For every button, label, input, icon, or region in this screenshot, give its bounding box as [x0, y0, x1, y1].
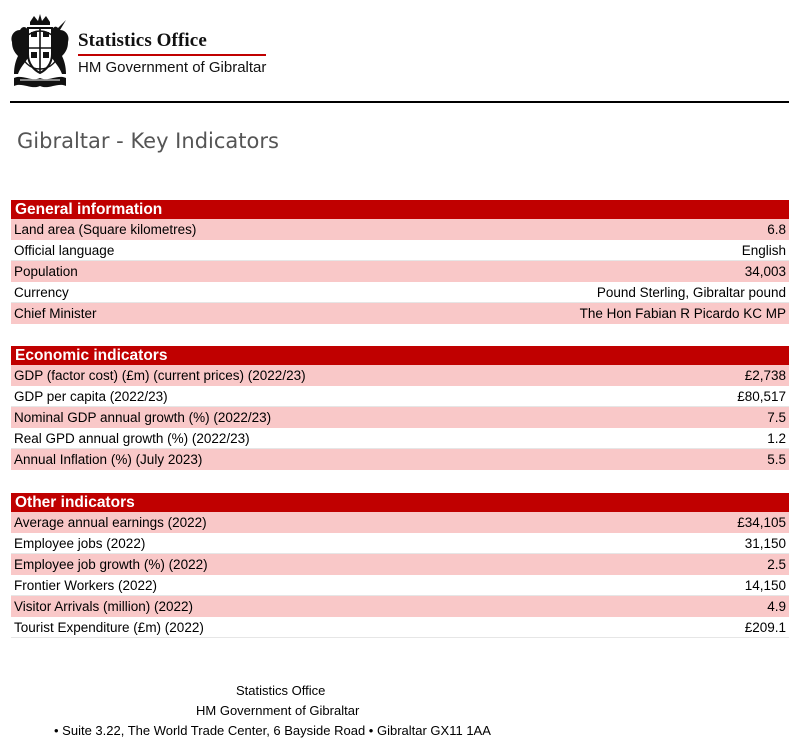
coat-of-arms-icon — [8, 12, 72, 92]
row-label: Chief Minister — [14, 305, 97, 321]
row-value: £2,738 — [744, 367, 786, 383]
table-row — [11, 512, 789, 533]
section-other-indicators — [11, 493, 789, 638]
row-value: 14,150 — [744, 577, 786, 593]
row-value: 34,003 — [744, 263, 786, 279]
row-value: The Hon Fabian R Picardo KC MP — [579, 305, 786, 321]
row-value: Pound Sterling, Gibraltar pound — [596, 284, 786, 300]
table-row — [11, 449, 789, 470]
row-label: GDP (factor cost) (£m) (current prices) (2022/23) — [14, 367, 306, 383]
row-label: Visitor Arrivals (million) (2022) — [14, 598, 194, 614]
row-label: Land area (Square kilometres) — [14, 221, 197, 237]
row-label: Average annual earnings (2022) — [14, 514, 207, 530]
table-row — [11, 575, 789, 596]
row-value: 4.9 — [767, 598, 786, 614]
page-header — [0, 0, 799, 104]
row-value: 5.5 — [767, 451, 786, 467]
row-label: Annual Inflation (%) (July 2023) — [14, 451, 203, 467]
row-label: GDP per capita (2022/23) — [14, 388, 168, 404]
row-value: 6.8 — [767, 221, 786, 237]
row-value: 2.5 — [767, 556, 786, 572]
table-row — [11, 303, 789, 324]
row-value: English — [741, 242, 786, 258]
section-header: Other indicators — [11, 493, 789, 512]
table-row — [11, 282, 789, 303]
footer-org-name: Statistics Office — [236, 683, 326, 698]
table-row — [11, 365, 789, 386]
page-title: Gibraltar - Key Indicators — [17, 129, 279, 153]
org-name: Statistics Office — [78, 30, 207, 51]
org-subtitle: HM Government of Gibraltar — [78, 59, 267, 76]
row-value: £209.1 — [744, 619, 786, 635]
row-label: Nominal GDP annual growth (%) (2022/23) — [14, 409, 272, 425]
header-divider — [10, 101, 789, 103]
org-divider — [78, 54, 266, 56]
row-label: Frontier Workers (2022) — [14, 577, 158, 593]
section-general-information — [11, 200, 789, 324]
section-header: Economic indicators — [11, 346, 789, 365]
row-label: Employee job growth (%) (2022) — [14, 556, 208, 572]
row-label: Real GPD annual growth (%) (2022/23) — [14, 430, 250, 446]
section-header: General information — [11, 200, 789, 219]
table-row — [11, 617, 789, 638]
table-row — [11, 219, 789, 240]
row-label: Employee jobs (2022) — [14, 535, 146, 551]
table-row — [11, 386, 789, 407]
section-economic-indicators — [11, 346, 789, 470]
table-row — [11, 407, 789, 428]
table-row — [11, 261, 789, 282]
row-value: 31,150 — [744, 535, 786, 551]
row-label: Population — [14, 263, 78, 279]
footer-org-sub: HM Government of Gibraltar — [196, 703, 360, 718]
row-value: £80,517 — [737, 388, 786, 404]
row-value: 7.5 — [767, 409, 786, 425]
table-row — [11, 240, 789, 261]
row-value: £34,105 — [737, 514, 786, 530]
row-label: Tourist Expenditure (£m) (2022) — [14, 619, 204, 635]
row-value: 1.2 — [767, 430, 786, 446]
row-label: Currency — [14, 284, 69, 300]
row-label: Official language — [14, 242, 115, 258]
table-row — [11, 533, 789, 554]
footer-address: • Suite 3.22, The World Trade Center, 6 Bayside Road • Gibraltar GX11 1AA — [54, 723, 491, 738]
table-row — [11, 554, 789, 575]
table-row — [11, 428, 789, 449]
table-row — [11, 596, 789, 617]
